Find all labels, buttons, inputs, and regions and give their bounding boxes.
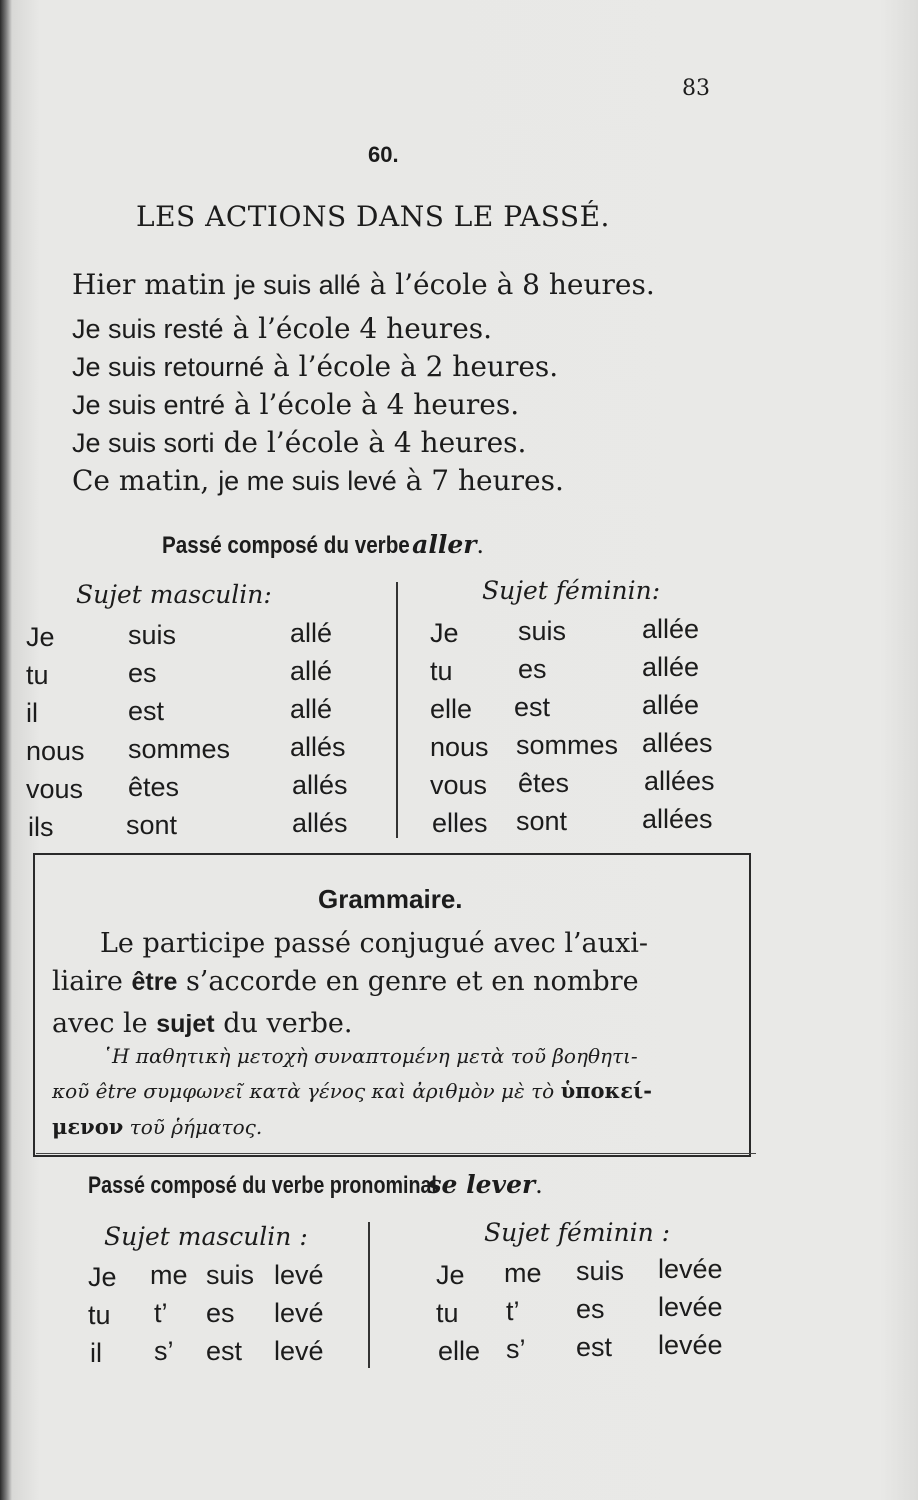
heading-period: . [476, 531, 485, 559]
auxiliary: sont [516, 806, 568, 836]
intro-verb: Je suis entré [72, 390, 226, 420]
auxiliary: est [576, 1332, 613, 1362]
reflexive: t’ [506, 1296, 520, 1326]
lesson-number: 60. [368, 142, 399, 167]
pronoun: vous [430, 770, 488, 800]
intro-text: Hier matin [72, 268, 226, 301]
pronoun: tu [430, 656, 453, 686]
auxiliary: suis [576, 1256, 625, 1286]
pronoun: elles [432, 808, 488, 838]
grammar-box-rule [36, 1153, 756, 1154]
intro-text: à l’école 4 heures. [232, 312, 493, 345]
intro-line [72, 464, 564, 497]
pronoun: Je [26, 622, 55, 652]
auxiliary: sommes [128, 734, 231, 764]
participle: allées [642, 804, 713, 834]
grammar-keyword: sujet [156, 1010, 215, 1038]
participle: allée [642, 614, 700, 644]
auxiliary: est [514, 692, 551, 722]
pronoun: ils [28, 812, 54, 842]
heading-period: . [535, 1171, 543, 1199]
greek-text: τοῦ ῥήματος. [129, 1115, 263, 1139]
participle: levé [274, 1298, 324, 1328]
pronoun: tu [88, 1300, 111, 1330]
participle: allé [290, 694, 333, 724]
pronoun: nous [430, 732, 489, 762]
pronoun: vous [26, 774, 84, 804]
auxiliary: es [206, 1298, 235, 1328]
participle: levée [658, 1292, 723, 1322]
reflexive: me [150, 1260, 188, 1290]
intro-line [72, 268, 655, 301]
grammar-line: Le participe passé conjugué avec l’auxi- [100, 928, 649, 959]
intro-text: à l’école à 8 heures. [369, 268, 655, 301]
pronoun: il [90, 1338, 102, 1368]
column-divider [396, 582, 398, 838]
participle: allées [642, 728, 713, 758]
grammar-text: avec le [52, 1008, 148, 1039]
participle: levé [274, 1260, 324, 1290]
participle: allés [292, 808, 348, 838]
intro-line [72, 388, 519, 421]
reflexive: me [504, 1258, 542, 1288]
masculine-label: Sujet masculin : [104, 1222, 308, 1251]
intro-text: à l’école à 2 heures. [273, 350, 559, 383]
auxiliary: êtes [128, 772, 180, 802]
auxiliary: es [518, 654, 547, 684]
grammar-line [52, 966, 639, 997]
grammar-text: liaire [52, 966, 123, 997]
participle: allés [292, 770, 348, 800]
participle: allées [644, 766, 715, 796]
auxiliary: suis [206, 1260, 255, 1290]
pronoun: tu [26, 660, 49, 690]
intro-verb: je suis allé [234, 270, 361, 300]
pronoun: Je [88, 1262, 117, 1292]
reflexive: s’ [154, 1336, 174, 1366]
pronoun: Je [436, 1260, 465, 1290]
feminine-label: Sujet féminin: [482, 576, 661, 605]
pronoun: elle [430, 694, 473, 724]
intro-line [72, 312, 492, 345]
grammar-text: s’accorde en genre et en nombre [185, 966, 639, 997]
intro-verb: Je suis resté [72, 314, 224, 344]
pronoun: il [26, 698, 38, 728]
intro-text: de l’école à 4 heures. [223, 426, 527, 459]
greek-line [52, 1078, 652, 1103]
auxiliary: suis [518, 616, 567, 646]
lesson-title: LES ACTIONS DANS LE PASSÉ. [136, 200, 610, 233]
intro-line [72, 426, 526, 459]
feminine-label: Sujet féminin : [484, 1218, 671, 1247]
participle: levé [274, 1336, 324, 1366]
greek-line: ῾Η παθητικὴ μετοχὴ συναπτομένη μετὰ τοῦ βοηθητι- [102, 1044, 638, 1068]
section-heading-se-lever [88, 1170, 543, 1200]
pronoun: Je [430, 618, 459, 648]
auxiliary: es [576, 1294, 605, 1324]
section-heading-aller [162, 530, 484, 560]
pronoun: nous [26, 736, 85, 766]
grammar-keyword: être [131, 968, 178, 996]
page-number: 83 [682, 76, 710, 101]
heading-italic: aller [412, 530, 477, 559]
pronoun: tu [436, 1298, 459, 1328]
greek-keyword: μενον [52, 1114, 124, 1139]
heading-bold: Passé composé du verbe pronominal [88, 1172, 437, 1199]
participle: levée [658, 1254, 723, 1284]
participle: allé [290, 618, 333, 648]
intro-text: à 7 heures. [405, 464, 564, 497]
grammar-text: du verbe. [223, 1008, 353, 1039]
auxiliary: sont [126, 810, 178, 840]
heading-bold: Passé composé du verbe [162, 532, 410, 559]
reflexive: t’ [154, 1298, 168, 1328]
participle: allés [290, 732, 346, 762]
intro-verb: Je suis sorti [72, 428, 215, 458]
auxiliary: est [128, 696, 165, 726]
intro-text: à l’école à 4 heures. [233, 388, 520, 421]
masculine-label: Sujet masculin: [76, 580, 272, 609]
participle: allée [642, 690, 700, 720]
greek-text: κοῦ être συμφωνεῖ κατὰ γένος καὶ ἀριθμὸν μὲ τὸ [52, 1079, 555, 1103]
greek-keyword: ὑποκεί- [560, 1078, 652, 1103]
intro-line [72, 350, 558, 383]
greek-line [52, 1114, 262, 1139]
intro-verb: je me suis levé [218, 466, 397, 496]
auxiliary: est [206, 1336, 243, 1366]
participle: levée [658, 1330, 723, 1360]
auxiliary: suis [128, 620, 177, 650]
grammar-title: Grammaire. [318, 884, 463, 914]
intro-text: Ce matin, [72, 464, 210, 497]
participle: allé [290, 656, 333, 686]
intro-verb: Je suis retourné [72, 352, 265, 382]
auxiliary: es [128, 658, 157, 688]
participle: allée [642, 652, 700, 682]
auxiliary: êtes [518, 768, 570, 798]
auxiliary: sommes [516, 730, 619, 760]
column-divider [368, 1222, 370, 1368]
pronoun: elle [438, 1336, 481, 1366]
grammar-line [52, 1008, 352, 1039]
reflexive: s’ [506, 1334, 526, 1364]
heading-italic: se lever [427, 1170, 536, 1199]
